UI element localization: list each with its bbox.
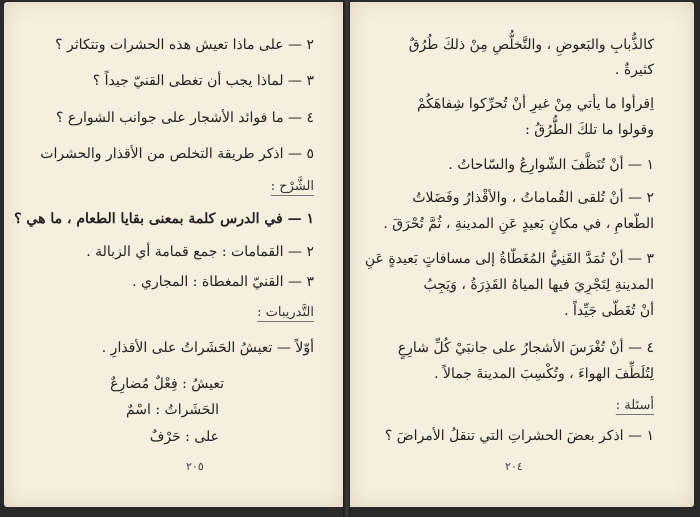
read-prompt-1: اِقرأوا ما يأتي مِنْ غيرِ أنْ تُحرِّكوا شِفاهَكُمْ — [416, 96, 654, 112]
item-3-line-3: أنْ تُغَطّى جَيِّداً . — [564, 303, 654, 319]
page-number-left: ٢٠٥ — [186, 460, 204, 473]
right-page — [350, 2, 694, 507]
left-page — [4, 2, 344, 507]
tadribat-heading: التَّدريبات : — [257, 305, 314, 320]
item-3-line-2: المدينةِ لِتَجْرِيَ فيها المياهُ القَذِرَةُ ، وَيَجِبُ — [423, 277, 654, 293]
sharh-item-3: ٣ — القنيّ المغطاة : المجاري . — [132, 274, 314, 290]
intro-line-2: كثيرةٌ . — [614, 62, 654, 78]
question-4: ٤ — ما فوائد الأشجار على جوانب الشوارع ؟ — [55, 110, 314, 126]
tadribat-item-2: الحَشَراتُ : اسْمٌ — [125, 402, 219, 418]
item-2-line-2: الطّعامِ ، في مكانٍ بَعيدٍ عَنِ المدينةِ ، ثُمَّ تُحْرَقَ . — [383, 216, 654, 232]
sharh-item-2: ٢ — القمامات : جمع قمامة أي الزبالة . — [86, 244, 314, 260]
item-4-line-1: ٤ — أنْ تُغْرَسَ الأشجارُ على جانبَيْ كُلِّ شارِعٍ — [397, 340, 654, 356]
tadribat-item-1: تعيشُ : فِعْلٌ مُضارِعٌ — [110, 376, 224, 392]
item-3-line-1: ٣ — أنْ تُمَدَّ القَنِيُّ المُغَطّاةُ إلى مسافاتٍ بَعيدةٍ عَنِ — [364, 251, 654, 267]
read-prompt-2: وقولوا ما تلكَ الطُّرُقُ : — [525, 122, 654, 138]
intro-line-1: كالذُّبابِ والبَعوضِ ، والتَّخلُّصِ مِنْ ذلكَ طُرُقٌ — [408, 37, 654, 53]
item-2-line-1: ٢ — أنْ تُلقى القُماماتُ ، والأقْذارُ وفَضَلاتُ — [412, 190, 654, 206]
sharh-heading: الشَّرْح : — [270, 179, 314, 194]
page-number-right: ٢٠٤ — [505, 460, 523, 473]
question-3: ٣ — لماذا يجب أن تغطى القنيّ جيداً ؟ — [92, 73, 314, 89]
question-2: ٢ — على ماذا تعيش هذه الحشرات وتتكاثر ؟ — [55, 37, 314, 53]
item-4-line-2: لِتُلَطِّفَ الهواءَ ، وتُكْسِبَ المدينةَ جمالاً . — [434, 366, 654, 382]
item-1: ١ — أنْ تُنَظَّفَ الشّوارِعُ والسّاحاتُ . — [448, 157, 654, 173]
questions-heading: أسئلة : — [615, 398, 654, 413]
tadribat-item-3: على : حَرْفٌ — [149, 429, 219, 445]
question-5: ٥ — اذكر طريقة التخلص من الأقذار والحشرات — [40, 146, 314, 162]
sharh-item-1: ١ — في الدرس كلمة بمعنى بقايا الطعام ، ما هي ؟ — [14, 211, 314, 227]
question-1: ١ — اذكر بعضَ الحشراتِ التي تنقلُ الأمراضَ ؟ — [384, 428, 654, 444]
tadribat-intro: أوّلاً — تعيشُ الحَشَراتُ على الأقذارِ . — [101, 340, 314, 356]
